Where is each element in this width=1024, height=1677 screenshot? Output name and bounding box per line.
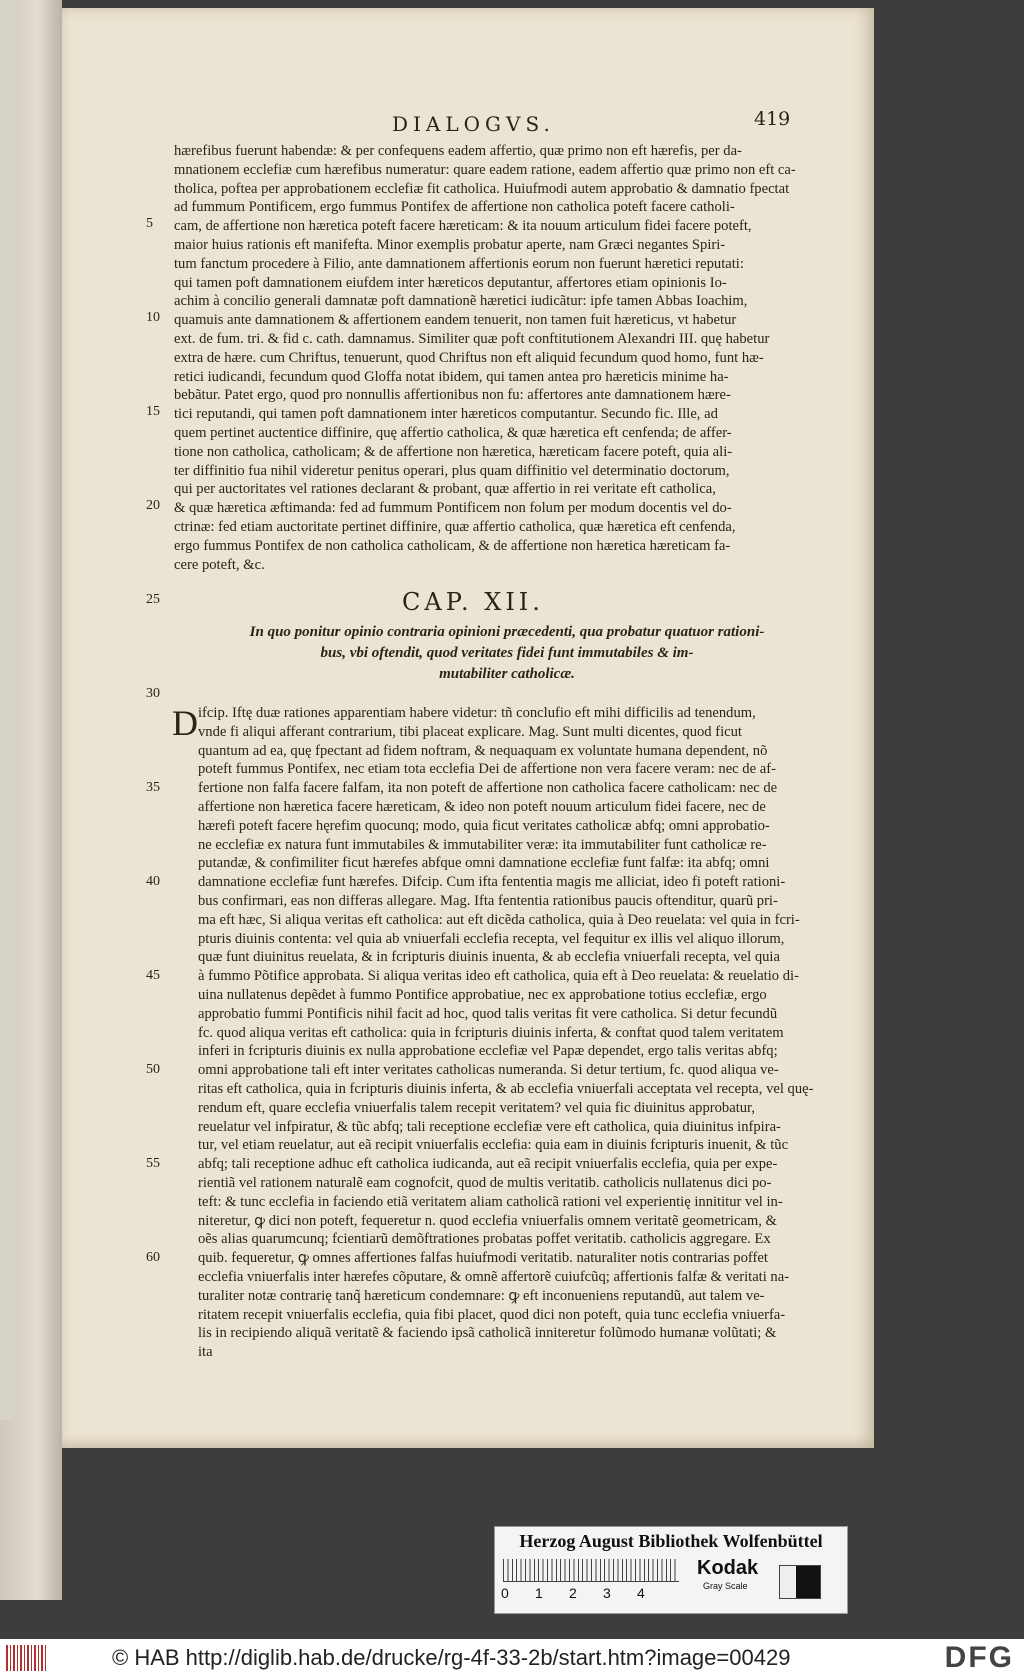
- dfg-logo: DFG: [944, 1641, 1014, 1674]
- text-line: quib. fequeretur, ꝙ omnes affertiones falfas huiufmodi veritatib. naturaliter notis contrarias poffet: [198, 1250, 768, 1267]
- text-line: rendum eft, quare ecclefia vniuerfalis talem recepit veritatem? vel quia fic diuinitus approbatur,: [198, 1099, 755, 1116]
- text-line: ma eft hæc, Si aliqua veritas eft catholica: aut eft dicẽda catholica, quia à Deo reuelata: vel quia in fcri-: [198, 911, 800, 928]
- text-line: qui per auctoritates vel rationes declarant & probant, quæ affertio in rei veritate eft catholica,: [174, 481, 716, 498]
- chapter-subtitle-line: bus, vbi oftendit, quod veritates fidei funt immutabiles & im-: [320, 645, 694, 661]
- text-block-top: [174, 142, 816, 574]
- text-line: cam, de affertione non hæretica poteft facere hæreticam: & ita nouum articulum fidei facere poteft,: [174, 218, 752, 235]
- library-name: Herzog August Bibliothek Wolfenbüttel: [519, 1531, 823, 1551]
- text-line: ter diffinitio fua nihil videretur penitus operari, plus quam diffinitio vel determinatio doctorum,: [174, 462, 730, 479]
- barcode-icon: [6, 1645, 46, 1671]
- text-line: maior huius rationis eft manifefta. Minor exemplis probatur aperte, nam Græci negantes Spiri-: [174, 236, 726, 253]
- ruler-number: 2: [569, 1585, 577, 1601]
- text-line: tione non catholica, catholicam; & de affertione non hæretica, hæreticam facere poteft, quia ali-: [174, 443, 733, 460]
- text-line: reuelatur vel infpiratur, & tũc abfq; tali receptione ecclefiæ vere eft catholica, quia diuinitus infpira-: [198, 1118, 781, 1135]
- text-line: inferi in fcripturis diuinis ex nulla approbatione ecclefiæ vel Papæ dependet, ergo talis veritas abfq;: [198, 1043, 778, 1060]
- text-line: ita: [198, 1344, 213, 1361]
- line-number: 50: [146, 1062, 160, 1077]
- text-line: à fummo Põtifice approbata. Si aliqua veritas ideo eft catholica, quia eft à Deo reuelata: & reuelatio di-: [198, 968, 799, 985]
- text-line: ifcip. Iftę duæ rationes apparentiam habere videtur: tñ conclufio eft mihi difficilis ad tenendum,: [198, 705, 756, 721]
- text-line: hærefibus fuerunt habendæ: & per confequens eadem affertio, quæ primo non eft hærefis, per da-: [174, 143, 742, 159]
- text-line: abfq; tali receptione adhuc eft catholica iudicanda, aut eã recipit vniuerfalis ecclefia, quia per expe-: [198, 1156, 778, 1173]
- line-number: 15: [146, 404, 160, 419]
- text-block-bottom: [198, 704, 816, 1362]
- text-line: fertione non falfa facere falfam, ita non poteft de affertione non catholica facere catholicam: nec de: [198, 780, 778, 797]
- ruler-number: 0: [501, 1585, 509, 1601]
- text-line: rientiã vel rationem naturalẽ eam cognofcit, quod de multis veritatib. catholicis nullatenus dici po-: [198, 1174, 772, 1191]
- page-number: 419: [754, 108, 791, 130]
- ruler-number: 3: [603, 1585, 611, 1601]
- text-line: quæ funt diuinitus reuelata, & in fcripturis diuinis inuenta, & ab ecclefia vniuerfali recepta, vel quia: [198, 949, 780, 966]
- text-line: & quæ hæretica æftimanda: fed ad fummum Pontificem non folum per modum docentis vel do-: [174, 500, 732, 517]
- line-number: 35: [146, 780, 160, 795]
- text-line: poteft fummus Pontifex, nec etiam tota ecclefia Dei de affertione non vera facere veram: nec de af-: [198, 761, 776, 778]
- text-line: pturis diuinis contenta: vel quia ab vniuerfali ecclefia recepta, vel fequitur ex illis vel aliquo illorum,: [198, 930, 785, 947]
- text-line: tici reputandi, qui tamen poft damnationem inter hæreticos computantur. Secundo fic. Ille, ad: [174, 406, 718, 423]
- text-line: ritatem recepit vniuerfalis ecclefia, quia fibi placet, quod dici non poteft, quia tunc ecclefia vniuerfa-: [198, 1306, 786, 1323]
- text-line: lis in recipiendo aliquã veritatẽ & faciendo ipsã catholicã inniteretur folũmodo humanæ volũtati; &: [198, 1325, 777, 1342]
- text-line: fc. quod aliqua veritas eft catholica: quia in fcripturis diuinis inferta, & conftat quod talem veritatem: [198, 1024, 784, 1041]
- text-line: tur, vel etiam reuelatur, aut eã recipit vniuerfalis ecclefia: quia eam in diuinis fcripturis inuenit, & tũc: [198, 1137, 789, 1154]
- ruler-number: 1: [535, 1585, 543, 1601]
- text-line: quamuis ante damnationem & affertionem eandem tenuerit, non tamen fuit hæreticus, vt habetur: [174, 312, 737, 329]
- chapter-title: CAP. XII.: [402, 588, 544, 616]
- text-line: oẽs alias quarumcunq; fcientiarũ demõftrationes probatas poffet veritatib. catholicis aggregare. Ex: [198, 1231, 771, 1248]
- text-line: quantum ad ea, quę fpectant ad fidem noftram, & nequaquam ex voluntate humana dependent, nõ: [198, 742, 768, 759]
- text-line: hærefi poteft facere hęrefim quocunq; modo, quia ficut veritates catholicæ abfq; omni approbatio-: [198, 817, 770, 834]
- text-line: approbatio fummi Pontificis nihil facit ad hoc, quod talis veritas fit vere catholica. Si detur fecundũ: [198, 1005, 778, 1022]
- copyright-url[interactable]: © HAB http://diglib.hab.de/drucke/rg-4f-33-2b/start.htm?image=00429: [112, 1645, 791, 1670]
- text-line: ritas eft catholica, quia in fcripturis diuinis inferta, & ab ecclefia vniuerfali acceptata vel recepta, vel quę-: [198, 1080, 814, 1097]
- drop-cap: D: [172, 703, 198, 743]
- line-number: 60: [146, 1250, 160, 1265]
- gray-swatch: [779, 1565, 821, 1599]
- line-number: 5: [146, 216, 153, 231]
- text-line: qui tamen poft damnationem eiufdem inter hæreticos deputantur, affertores etiam opinionis Io-: [174, 274, 727, 291]
- text-line: damnatione ecclefiæ funt hærefes. Difcip. Cum ifta fententia magis me alliciat, ideo fi poteft rationi-: [198, 874, 786, 891]
- line-number: 25: [146, 592, 160, 607]
- text-line: achim à concilio generali damnatæ poft damnationẽ hæretici iudicãtur: ipfe tamen Abbas Ioachim,: [174, 293, 748, 310]
- text-line: affertione non hæretica facere hæreticam, & ideo non poteft nouum articulum fidei facere, nec de: [198, 798, 766, 815]
- text-line: ne ecclefiæ ex natura funt immutabiles & immutabiliter veræ: ita immutabiliter funt catholicæ re-: [198, 836, 767, 853]
- text-line: ecclefia vniuerfalis inter hærefes cõputare, & omnẽ affertorẽ cuiufcũq; affertionis falfæ & veritati na-: [198, 1268, 790, 1285]
- gray-scale-label: Gray Scale: [703, 1581, 748, 1591]
- text-line: teft: & tunc ecclefia in faciendo etiã veritatem aliam catholicã rationi vel experientię innititur vel in-: [198, 1193, 783, 1210]
- text-line: bebãtur. Patet ergo, quod pro nonnullis affertionibus non fu: affertores ante damnationem hære-: [174, 387, 731, 404]
- text-line: ctrinæ: fed etiam auctoritate pertinet diffinire, quæ affertio catholica, quæ hæretica eft cenfenda,: [174, 518, 736, 535]
- facing-page-edge: [0, 0, 62, 1600]
- text-line: niteretur, ꝙ dici non poteft, fequeretur n. quod ecclefia vniuerfalis omnem veritatẽ geometricam, &: [198, 1212, 777, 1229]
- line-number: 40: [146, 874, 160, 889]
- line-number: 45: [146, 968, 160, 983]
- book-page: [62, 8, 874, 1448]
- ruler-number: 4: [637, 1585, 645, 1601]
- footer-bar: [0, 1639, 1024, 1677]
- chapter-subtitle-line: In quo ponitur opinio contraria opinioni præcedenti, qua probatur quatuor rationi-: [249, 624, 765, 640]
- scale-ruler: [503, 1559, 679, 1582]
- text-line: retici iudicandi, fecundum quod Gloffa notat ibidem, qui tamen antea pro hæreticis minime ha-: [174, 368, 729, 385]
- text-line: vnde fi aliqui afferant contrarium, tibi placeat explicare. Mag. Sunt multi dicentes, quod ficut: [198, 723, 742, 740]
- line-number: 10: [146, 310, 160, 325]
- text-line: quem pertinet auctentice diffinire, quę affertio catholica, & quæ hæretica eft cenfenda; de affer-: [174, 424, 732, 441]
- text-line: ad fummum Pontificem, ergo fummus Pontifex de affertione non catholica poteft facere catholi-: [174, 199, 735, 216]
- line-number: 20: [146, 498, 160, 513]
- running-head: DIALOGVS.: [392, 112, 555, 136]
- facing-page-strip: [0, 0, 14, 1420]
- text-line: bus confirmari, eas non differas allegare. Mag. Ifta fententia rationibus paucis oftenditur, quarũ pri-: [198, 892, 778, 909]
- ruler-numbers: [501, 1585, 691, 1601]
- line-number: 30: [146, 686, 160, 701]
- line-number: 55: [146, 1156, 160, 1171]
- text-line: tum fanctum procedere à Filio, ante damnationem affertionis eorum non fuerunt hæretici reputati:: [174, 255, 744, 272]
- text-line: putandæ, & confimiliter ficut hærefes abfque omni damnatione ecclefiæ funt falfæ: ita abfq; omni: [198, 855, 770, 872]
- text-line: mnationem ecclefiæ cum hærefibus numeratur: quare eadem ratione, eadem affertio quæ primo non eft ca-: [174, 161, 796, 178]
- chapter-subtitle: [212, 622, 802, 685]
- text-line: ext. de fum. tri. & fid c. cath. damnamus. Similiter quæ poft conftitutionem Alexandri III. quę habetur: [174, 330, 770, 347]
- kodak-label: Kodak: [697, 1557, 759, 1579]
- text-line: extra de hære. cum Chriftus, tenuerunt, quod Chriftus non eft aliquid fecundum quod homo, funt hæ-: [174, 349, 764, 366]
- text-line: uina nullatenus depẽdet à fummo Pontifice approbatiue, nec ex approbatione totius ecclefiæ, ergo: [198, 986, 767, 1003]
- text-line: turaliter notæ contrarię tanq̃ hæreticum condemnare: ꝙ eft inconueniens reputandũ, aut talem ve-: [198, 1287, 765, 1304]
- chapter-subtitle-line: mutabiliter catholicæ.: [439, 666, 575, 682]
- color-calibration-target: [494, 1526, 848, 1614]
- text-line: cere poteft, &c.: [174, 556, 265, 573]
- text-line: ergo fummus Pontifex de non catholica catholicam, & de affertione non hæretica hæreticam fa-: [174, 537, 731, 554]
- text-line: omni approbatione tali eft inter veritates catholicas numeranda. Si detur tertium, fc. quod aliqua ve-: [198, 1062, 779, 1079]
- text-line: tholica, poftea per approbationem ecclefiæ fit catholica. Huiufmodi autem approbatio & damnatio fpectat: [174, 180, 790, 197]
